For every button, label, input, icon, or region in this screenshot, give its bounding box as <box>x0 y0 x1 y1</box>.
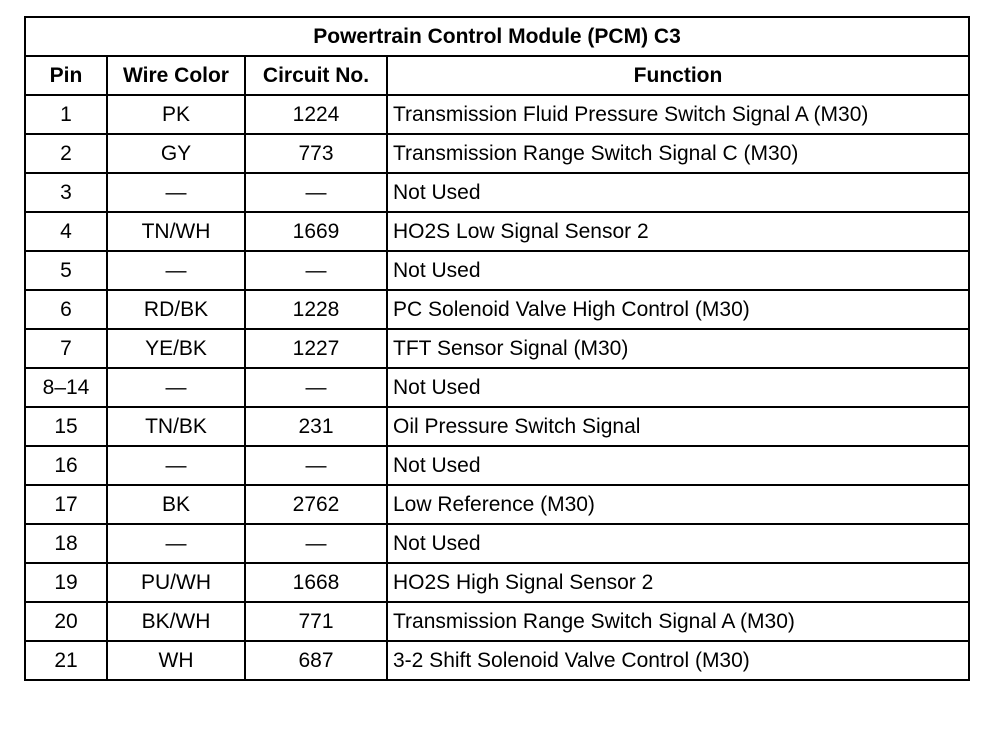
cell-circuit: — <box>245 524 387 563</box>
cell-circuit: — <box>245 446 387 485</box>
cell-circuit: 687 <box>245 641 387 680</box>
cell-wire-color: TN/BK <box>107 407 245 446</box>
cell-wire-color: TN/WH <box>107 212 245 251</box>
cell-wire-color: PK <box>107 95 245 134</box>
cell-function: HO2S High Signal Sensor 2 <box>387 563 969 602</box>
cell-circuit: 1669 <box>245 212 387 251</box>
cell-circuit: 1228 <box>245 290 387 329</box>
cell-pin: 20 <box>25 602 107 641</box>
cell-pin: 18 <box>25 524 107 563</box>
cell-function: Not Used <box>387 524 969 563</box>
column-header-wire-color: Wire Color <box>107 56 245 95</box>
cell-pin: 19 <box>25 563 107 602</box>
table-row <box>25 251 969 290</box>
cell-pin: 21 <box>25 641 107 680</box>
column-header-circuit: Circuit No. <box>245 56 387 95</box>
cell-function: TFT Sensor Signal (M30) <box>387 329 969 368</box>
cell-wire-color: — <box>107 368 245 407</box>
table-title: Powertrain Control Module (PCM) C3 <box>25 17 969 56</box>
cell-circuit: 2762 <box>245 485 387 524</box>
table-row <box>25 485 969 524</box>
cell-function: Transmission Fluid Pressure Switch Signal A (M30) <box>387 95 969 134</box>
cell-wire-color: PU/WH <box>107 563 245 602</box>
table-row <box>25 95 969 134</box>
table-row <box>25 407 969 446</box>
column-header-pin: Pin <box>25 56 107 95</box>
table-row <box>25 524 969 563</box>
cell-wire-color: — <box>107 524 245 563</box>
cell-circuit: 1227 <box>245 329 387 368</box>
cell-pin: 16 <box>25 446 107 485</box>
cell-function: 3-2 Shift Solenoid Valve Control (M30) <box>387 641 969 680</box>
cell-function: Not Used <box>387 251 969 290</box>
pcm-connector-table <box>24 16 970 681</box>
table-body <box>25 95 969 680</box>
cell-pin: 7 <box>25 329 107 368</box>
cell-wire-color: — <box>107 446 245 485</box>
cell-pin: 1 <box>25 95 107 134</box>
cell-circuit: 231 <box>245 407 387 446</box>
cell-pin: 8–14 <box>25 368 107 407</box>
cell-pin: 6 <box>25 290 107 329</box>
cell-circuit: — <box>245 251 387 290</box>
cell-wire-color: YE/BK <box>107 329 245 368</box>
table-row <box>25 602 969 641</box>
cell-pin: 15 <box>25 407 107 446</box>
cell-pin: 5 <box>25 251 107 290</box>
cell-pin: 17 <box>25 485 107 524</box>
cell-function: Oil Pressure Switch Signal <box>387 407 969 446</box>
cell-wire-color: BK/WH <box>107 602 245 641</box>
table-title-row <box>25 17 969 56</box>
table-row <box>25 329 969 368</box>
cell-wire-color: — <box>107 173 245 212</box>
cell-function: Not Used <box>387 173 969 212</box>
column-header-function: Function <box>387 56 969 95</box>
cell-function: Transmission Range Switch Signal A (M30) <box>387 602 969 641</box>
table-row <box>25 641 969 680</box>
cell-circuit: 1224 <box>245 95 387 134</box>
cell-pin: 3 <box>25 173 107 212</box>
table-row <box>25 368 969 407</box>
cell-circuit: — <box>245 368 387 407</box>
cell-function: Low Reference (M30) <box>387 485 969 524</box>
cell-function: Not Used <box>387 446 969 485</box>
table-row <box>25 290 969 329</box>
table-row <box>25 563 969 602</box>
cell-wire-color: RD/BK <box>107 290 245 329</box>
cell-function: Not Used <box>387 368 969 407</box>
cell-circuit: 771 <box>245 602 387 641</box>
cell-wire-color: — <box>107 251 245 290</box>
cell-circuit: — <box>245 173 387 212</box>
table-row <box>25 212 969 251</box>
cell-function: PC Solenoid Valve High Control (M30) <box>387 290 969 329</box>
cell-circuit: 773 <box>245 134 387 173</box>
cell-function: Transmission Range Switch Signal C (M30) <box>387 134 969 173</box>
table-row <box>25 173 969 212</box>
cell-pin: 4 <box>25 212 107 251</box>
cell-wire-color: WH <box>107 641 245 680</box>
cell-wire-color: BK <box>107 485 245 524</box>
cell-circuit: 1668 <box>245 563 387 602</box>
cell-function: HO2S Low Signal Sensor 2 <box>387 212 969 251</box>
cell-wire-color: GY <box>107 134 245 173</box>
table-row <box>25 134 969 173</box>
column-header-row <box>25 56 969 95</box>
cell-pin: 2 <box>25 134 107 173</box>
table-row <box>25 446 969 485</box>
